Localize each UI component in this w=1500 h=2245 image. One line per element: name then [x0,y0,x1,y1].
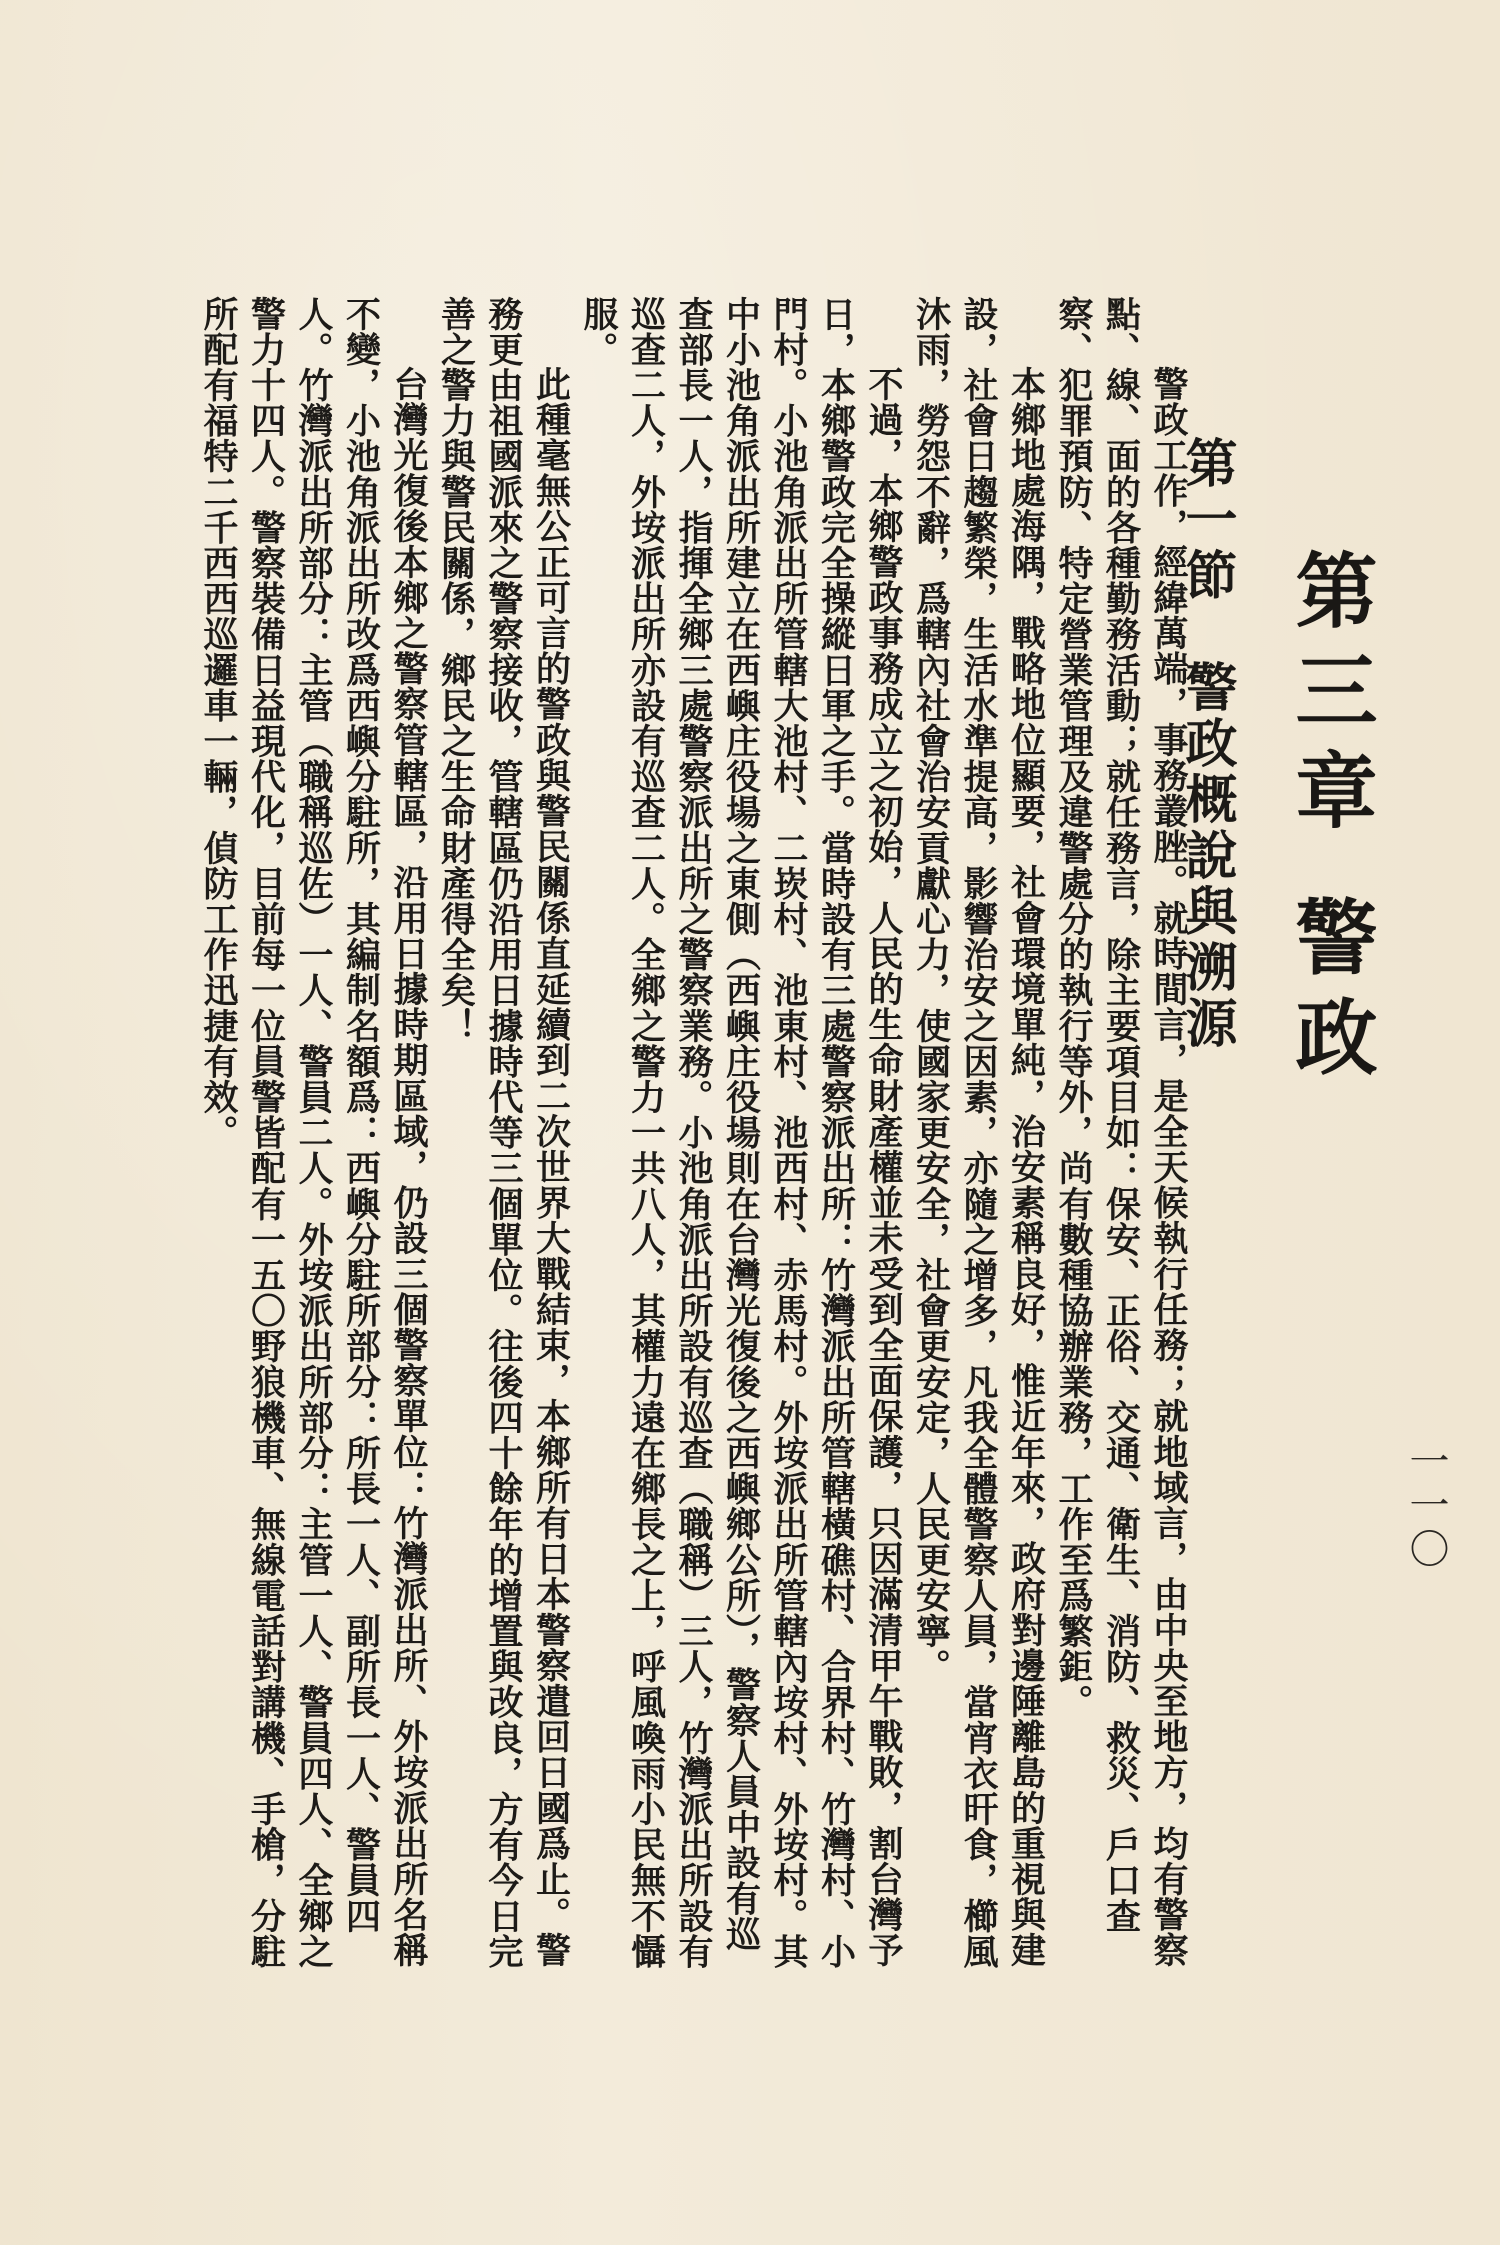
page-number: 一一〇 [1403,1440,1449,1572]
paragraph: 不過，本鄉警政事務成立之初始，人民的生命財產權並未受到全面保護，只因滿清甲午戰敗，割台灣予日，本鄉警政完全操縱日軍之手。當時設有三處警察派出所：竹灣派出所管轄橫礁村、合界村、竹灣村、小門村。小池角派出所管轄大池村、二崁村、池東村、池西村、赤馬村。外垵派出所管轄內垵村、外垵村。其中小池角派出所建立在西嶼庄役場之東側（西嶼庄役場則在台灣光復後之西嶼鄉公所），警察人員中設有巡查部長一人，指揮全鄉三處警察派出所之警察業務。小池角派出所設有巡查（職稱）三人，竹灣派出所設有巡查二人，外垵派出所亦設有巡查二人。全鄉之警力一共八人，其權力遠在鄉長之上，呼風喚雨小民無不懾服。 [578,296,904,1970]
body-text [192,296,1192,1976]
paragraph: 警政工作，經緯萬端，事務叢脞。就時間言，是全天候執行任務；就地域言，由中央至地方，均有警察點、線、面的各種勤務活動；就任務言，除主要項目如：保安、正俗、交通、衛生、消防、救災、戶口查察、犯罪預防、特定營業管理及違警處分的執行等外，尚有數種協辦業務，工作至爲繁鉅。 [1053,296,1189,1968]
paragraph: 此種毫無公正可言的警政與警民關係直延續到二次世界大戰結束，本鄉所有日本警察遣回日國爲止。警務更由祖國派來之警察接收，管轄區仍沿用日據時代等三個單位。往後四十餘年的增置與改良，方有今日完善之警力與警民關係，鄉民之生命財產得全矣！ [435,296,572,1970]
section-title: 第一節 警政概說與溯源 [1176,436,1236,1052]
paragraph: 本鄉地處海隅，戰略地位顯要，社會環境單純，治安素稱良好，惟近年來，政府對邊陲離島的重視與建設，社會日趨繁榮，生活水準提高，影響治安之因素，亦隨之增多，凡我全體警察人員，當宵衣旰食，櫛風沐雨，勞怨不辭，爲轄內社會治安貢獻心力，使國家更安全，社會更安定，人民更安寧。 [910,296,1047,1970]
chapter-title: 第三章 警政 [1282,548,1377,1095]
paragraph: 台灣光復後本鄉之警察管轄區，沿用日據時期區域，仍設三個警察單位：竹灣派出所、外垵派出所名稱不變，小池角派出所改爲西嶼分駐所，其編制名額爲：西嶼分駐所部分：所長一人、副所長一人、警員四人。竹灣派出所部分：主管（職稱巡佐）一人、警員二人。外垵派出所部分：主管一人、警員四人、全鄉之警力十四人。警察裝備日益現代化，目前每一位員警皆配有一五〇野狼機車、無線電話對講機、手槍，分駐所配有福特二千西西巡邏車一輛，偵防工作迅捷有效。 [198,296,429,1970]
